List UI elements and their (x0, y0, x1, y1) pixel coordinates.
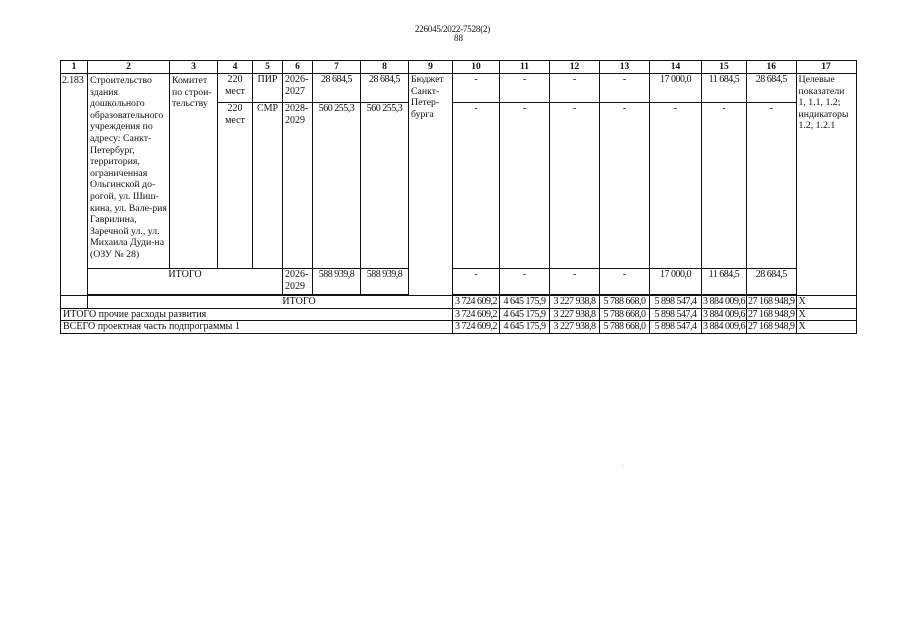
col-header: 5 (253, 61, 283, 74)
summary-value: 3 724 609,2 (453, 296, 500, 309)
period: 2026-2029 (283, 269, 313, 295)
summary-value: 5 788 668,0 (600, 296, 650, 309)
summary-value: 3 227 938,8 (550, 321, 600, 334)
funding-source: Бюджет Санкт-Петер-бурга (409, 74, 453, 296)
summary-label: ИТОГО (88, 296, 453, 309)
year-value: - (453, 103, 500, 269)
summary-value: 27 168 948,9 (748, 308, 795, 320)
year-value: 17 000,0 (650, 269, 702, 295)
capacity: 220 мест (218, 103, 253, 269)
year-value: - (500, 103, 550, 269)
col-header: 1 (61, 61, 88, 74)
col-header: 17 (796, 61, 856, 74)
summary-value: 5 788 668,0 (600, 308, 650, 321)
year-value: - (500, 269, 550, 295)
col-header: 9 (409, 61, 453, 74)
executor: Комитет по строи-тельству (170, 74, 218, 269)
year-value: 28 684,5 (747, 74, 797, 103)
summary-mark: X (796, 321, 856, 334)
summary-value: 3 227 938,8 (550, 308, 600, 321)
col-header: 3 (170, 61, 218, 74)
object-total-label: ИТОГО (88, 269, 283, 295)
summary-value: 27 168 948,9 (748, 321, 795, 332)
year-value: 28 684,5 (747, 269, 797, 295)
year-value: - (550, 269, 600, 295)
work-type: ПИР (253, 74, 283, 103)
period: 2026-2027 (283, 74, 313, 103)
year-value: - (747, 103, 797, 269)
year-value: - (600, 74, 650, 103)
value-col7: 560 255,3 (313, 103, 361, 269)
summary-mark: X (796, 296, 856, 309)
summary-value: 5 788 668,0 (600, 321, 650, 334)
column-number-row (61, 61, 857, 74)
year-value: 11 684,5 (702, 74, 747, 103)
document-code: 226045/2022-7528(2) (414, 24, 491, 34)
capacity: 220 мест (218, 74, 253, 103)
col-header: 14 (650, 61, 702, 74)
col-header: 4 (218, 61, 253, 74)
value-col8: 28 684,5 (361, 74, 409, 103)
col-header: 8 (361, 61, 409, 74)
year-value: - (453, 269, 500, 295)
col-header: 10 (453, 61, 500, 74)
year-value: 17 000,0 (650, 74, 702, 103)
summary-mark: X (796, 308, 856, 321)
year-value: - (550, 103, 600, 269)
value-col8: 560 255,3 (361, 103, 409, 269)
year-value: - (500, 74, 550, 103)
col-header: 6 (283, 61, 313, 74)
summary-value: 3 884 009,6 (703, 308, 745, 320)
col-header: 11 (500, 61, 550, 74)
summary-value: 3 724 609,2 (453, 308, 500, 321)
year-value: - (600, 269, 650, 295)
col-header: 16 (747, 61, 797, 74)
summary-value: 3 884 009,6 (703, 296, 745, 307)
budget-table (60, 60, 857, 334)
summary-value: 4 645 175,9 (500, 296, 550, 309)
col-header: 12 (550, 61, 600, 74)
col-header: 7 (313, 61, 361, 74)
summary-value: 4 645 175,9 (500, 321, 550, 334)
summary-value: 27 168 948,9 (748, 296, 795, 307)
summary-label: ИТОГО прочие расходы развития (61, 308, 453, 321)
summary-value: 5 898 547,4 (650, 308, 702, 321)
summary-value: 4 645 175,9 (500, 308, 550, 321)
col-header: 15 (702, 61, 747, 74)
work-type: СМР (253, 103, 283, 269)
table-row-summary (61, 296, 857, 309)
value-col8: 588 939,8 (361, 269, 409, 295)
year-value: - (550, 74, 600, 103)
scan-speck (622, 465, 623, 466)
col-header: 2 (88, 61, 170, 74)
indicators: Целевые показатели 1, 1.1, 1.2; индикаторы 1.2, 1.2.1 (796, 74, 856, 296)
summary-value: 3 724 609,2 (453, 321, 500, 334)
row-id: 2.183 (61, 74, 88, 296)
table-row-stage-pir (61, 74, 857, 103)
summary-label: ВСЕГО проектная часть подпрограммы 1 (61, 321, 453, 334)
value-col7: 588 939,8 (313, 269, 361, 295)
year-value: - (702, 103, 747, 269)
summary-value: 5 898 547,4 (650, 321, 702, 334)
year-value: 11 684,5 (702, 269, 747, 295)
year-value: - (453, 74, 500, 103)
page-number: 88 (454, 33, 463, 43)
summary-value: 5 898 547,4 (650, 296, 702, 309)
period: 2028-2029 (283, 103, 313, 269)
year-value: - (650, 103, 702, 269)
object-name: Строительство здания дошкольного образовательного учреждения по адресу: Санкт-Петербург, территория, ограниченная Ольгинской до-рогой, ул. Шиш-кина, ул. Вале-рия Гаврилина, Заречной ул., ул. Михаила Дуди-на (ОЗУ № 28) (88, 74, 170, 269)
summary-value: 3 227 938,8 (550, 296, 600, 309)
table-row-summary (61, 321, 857, 334)
table-row-summary (61, 308, 857, 321)
value-col7: 28 684,5 (313, 74, 361, 103)
summary-value: 3 884 009,6 (703, 321, 745, 332)
col-header: 13 (600, 61, 650, 74)
year-value: - (600, 103, 650, 269)
table-row-object-total (61, 269, 857, 295)
